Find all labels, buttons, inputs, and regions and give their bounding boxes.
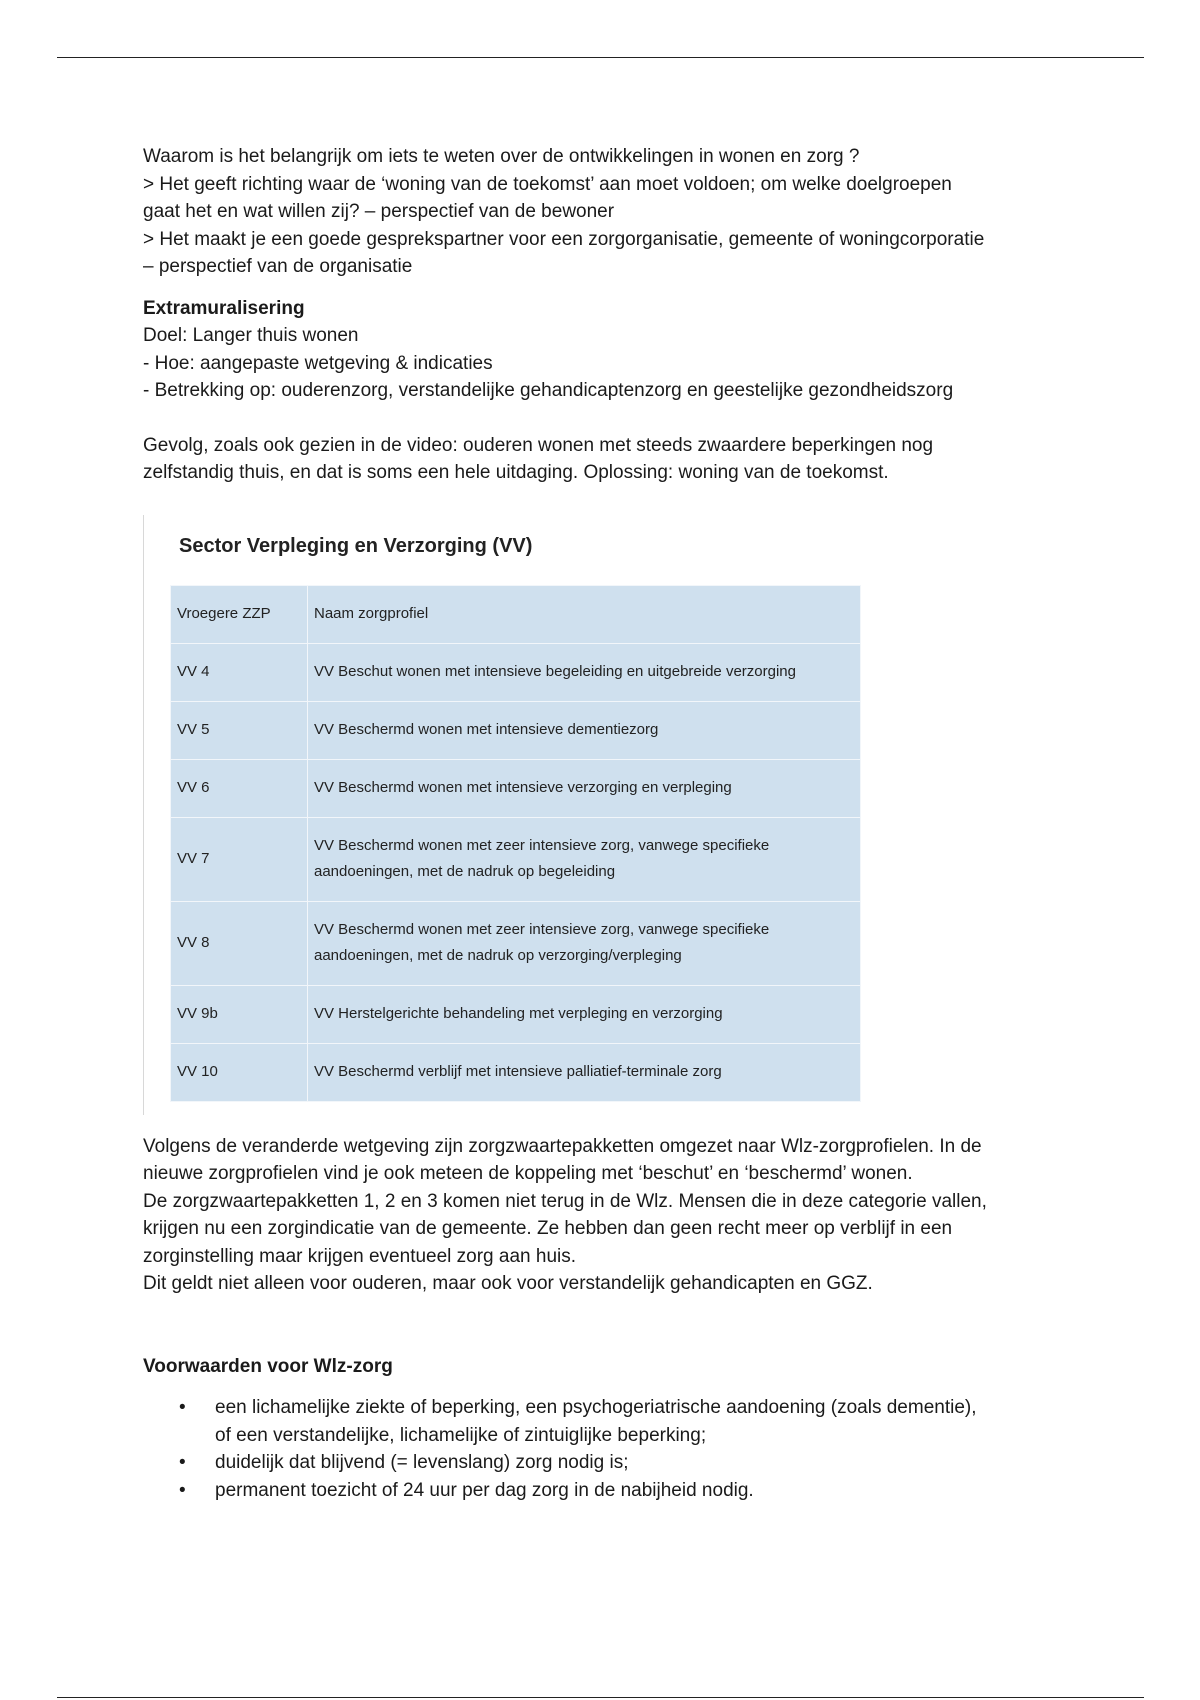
row-name-line: VV Beschermd wonen met zeer intensieve zorg, vanwege specifieke	[314, 837, 770, 854]
list-item	[215, 1449, 1073, 1477]
extramural-consequence-1: Gevolg, zoals ook gezien in de video: ouderen wonen met steeds zwaardere beperkingen nog	[143, 434, 934, 456]
intro-point-2b: – perspectief van de organisatie	[143, 256, 413, 277]
row-name-line: VV Beschermd wonen met intensieve verzorging en verpleging	[314, 779, 732, 796]
row-name	[308, 817, 861, 901]
zzp-figure	[143, 515, 944, 1115]
table-row	[171, 643, 861, 701]
legislation-line: krijgen nu een zorgindicatie van de gemeente. Ze hebben dan geen recht meer op verblijf in een	[143, 1218, 953, 1239]
legislation-section	[143, 1133, 1073, 1298]
zzp-table	[170, 585, 861, 1102]
extramural-how: - Hoe: aangepaste wetgeving & indicaties	[143, 352, 493, 374]
extramural-section	[143, 295, 1073, 487]
row-code: VV 7	[171, 817, 308, 901]
list-item	[215, 1477, 1073, 1505]
conditions-list	[143, 1394, 1073, 1504]
row-name-line: VV Beschut wonen met intensieve begeleiding en uitgebreide verzorging	[314, 663, 796, 680]
extramural-heading: Extramuralisering	[143, 297, 305, 319]
header-rule	[57, 57, 1144, 58]
table-row	[171, 901, 861, 985]
row-code: VV 9b	[171, 985, 308, 1043]
row-name	[308, 701, 861, 759]
table-row	[171, 701, 861, 759]
list-item-line: of een verstandelijke, lichamelijke of zintuiglijke beperking;	[215, 1424, 707, 1446]
legislation-line: Dit geldt niet alleen voor ouderen, maar ook voor verstandelijk gehandicapten en GGZ.	[143, 1273, 873, 1294]
list-item-line: permanent toezicht of 24 uur per dag zorg in de nabijheid nodig.	[215, 1479, 754, 1501]
extramural-relation: - Betrekking op: ouderenzorg, verstandelijke gehandicaptenzorg en geestelijke gezondheidszorg	[143, 380, 954, 401]
conditions-section	[143, 1353, 1073, 1505]
row-name	[308, 1043, 861, 1101]
legislation-line: De zorgzwaartepakketten 1, 2 en 3 komen niet terug in de Wlz. Mensen die in deze categorie vallen,	[143, 1190, 987, 1212]
row-name-line: VV Herstelgerichte behandeling met verpleging en verzorging	[314, 1005, 723, 1022]
extramural-goal: Doel: Langer thuis wonen	[143, 325, 359, 346]
row-name	[308, 759, 861, 817]
intro-section	[143, 143, 1073, 281]
footer-rule	[57, 1697, 1144, 1698]
row-name-line: VV Beschermd wonen met zeer intensieve zorg, vanwege specifieke	[314, 921, 770, 938]
header-profile-name: Naam zorgprofiel	[308, 585, 861, 643]
table-row	[171, 1043, 861, 1101]
row-code: VV 5	[171, 701, 308, 759]
table-row	[171, 817, 861, 901]
table-row	[171, 759, 861, 817]
intro-point-1b: gaat het en wat willen zij? – perspectief van de bewoner	[143, 201, 615, 222]
row-name-line: aandoeningen, met de nadruk op begeleiding	[314, 863, 616, 880]
row-name	[308, 643, 861, 701]
legislation-line: Volgens de veranderde wetgeving zijn zorgzwaartepakketten omgezet naar Wlz-zorgprofielen. In de	[143, 1135, 982, 1157]
extramural-consequence-2: zelfstandig thuis, en dat is soms een hele uitdaging. Oplossing: woning van de toekomst.	[143, 462, 889, 483]
header-former-zzp: Vroegere ZZP	[171, 585, 308, 643]
list-item	[215, 1394, 1073, 1449]
figure-title: Sector Verpleging en Verzorging (VV)	[179, 534, 533, 557]
row-code: VV 6	[171, 759, 308, 817]
intro-point-1a: > Het geeft richting waar de ‘woning van de toekomst’ aan moet voldoen; om welke doelgroepen	[143, 173, 952, 195]
list-item-line: een lichamelijke ziekte of beperking, een psychogeriatrische aandoening (zoals dementie),	[215, 1397, 977, 1418]
row-code: VV 4	[171, 643, 308, 701]
row-code: VV 10	[171, 1043, 308, 1101]
row-code: VV 8	[171, 901, 308, 985]
legislation-line: nieuwe zorgprofielen vind je ook meteen de koppeling met ‘beschut’ en ‘beschermd’ wonen.	[143, 1163, 913, 1184]
row-name	[308, 985, 861, 1043]
legislation-line: zorginstelling maar krijgen eventueel zorg aan huis.	[143, 1245, 577, 1267]
row-name-line: VV Beschermd wonen met intensieve dementiezorg	[314, 721, 659, 738]
intro-question: Waarom is het belangrijk om iets te weten over de ontwikkelingen in wonen en zorg ?	[143, 146, 860, 167]
row-name	[308, 901, 861, 985]
table-row	[171, 985, 861, 1043]
conditions-heading: Voorwaarden voor Wlz-zorg	[143, 1355, 393, 1377]
row-name-line: aandoeningen, met de nadruk op verzorging/verpleging	[314, 947, 682, 964]
table-header-row	[171, 585, 861, 643]
row-name-line: VV Beschermd verblijf met intensieve palliatief-terminale zorg	[314, 1063, 722, 1080]
intro-point-2a: > Het maakt je een goede gesprekspartner voor een zorgorganisatie, gemeente of woningcorporatie	[143, 228, 985, 250]
page-content	[143, 143, 1073, 1504]
list-item-line: duidelijk dat blijvend (= levenslang) zorg nodig is;	[215, 1452, 629, 1473]
